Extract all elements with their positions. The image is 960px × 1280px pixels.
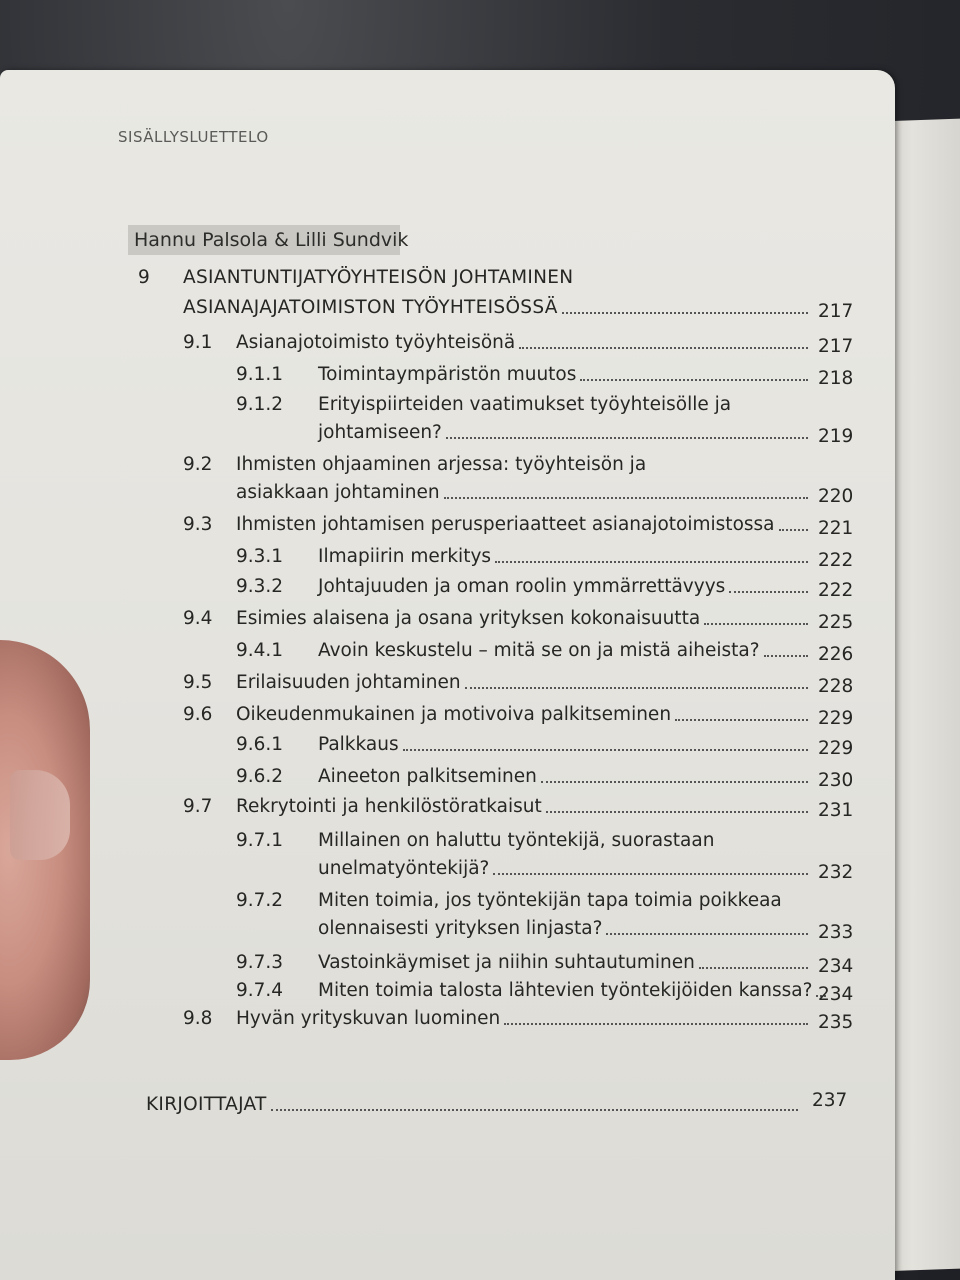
entry-page-number: 233	[818, 922, 854, 943]
entry-title	[318, 764, 812, 790]
entry-title-text: Erilaisuuden johtaminen	[236, 672, 461, 693]
thumb	[0, 640, 90, 1060]
chapter-author: Hannu Palsola & Lilli Sundvik	[128, 225, 400, 255]
dot-leader	[504, 1023, 808, 1025]
dot-leader	[562, 312, 808, 314]
entry-number: 9.3	[183, 514, 213, 535]
entry-number: 9.1.2	[236, 394, 284, 415]
entry-title-text: Miten toimia talosta lähtevien työntekijöiden kanssa?	[318, 980, 813, 1001]
entry-title	[236, 480, 812, 506]
entry-page-number: 226	[818, 644, 854, 665]
entry-page-number: 237	[812, 1090, 848, 1111]
entry-number: 9.7.4	[236, 980, 284, 1001]
entry-page-number: 228	[818, 676, 854, 697]
entry-title-text: Aineeton palkitseminen	[318, 766, 537, 787]
entry-title	[183, 295, 812, 321]
entry-title	[318, 544, 812, 570]
entry-title-text: Oikeudenmukainen ja motivoiva palkitseminen	[236, 704, 672, 725]
dot-leader	[465, 687, 808, 689]
dot-leader	[403, 749, 808, 751]
entry-title-text: ASIANTUNTIJATYÖYHTEISÖN JOHTAMINEN	[183, 267, 574, 288]
entry-page-number: 220	[818, 486, 854, 507]
entry-page-number: 232	[818, 862, 854, 883]
entry-title-text: johtamiseen?	[318, 422, 442, 443]
entry-page-number: 218	[818, 368, 854, 389]
entry-number: 9.3.2	[236, 576, 284, 597]
entry-number: 9.7.2	[236, 890, 284, 911]
entry-title	[236, 794, 812, 820]
entry-title-text: Toimintaympäristön muutos	[318, 364, 577, 385]
entry-title-text: Johtajuuden ja oman roolin ymmärrettävyys	[318, 576, 726, 597]
entry-title-text: Avoin keskustelu – mitä se on ja mistä aiheista?	[318, 640, 760, 661]
entry-title	[318, 916, 812, 942]
entry-title-text: Rekrytointi ja henkilöstöratkaisut	[236, 796, 542, 817]
entry-title	[236, 452, 646, 478]
entry-title	[318, 856, 812, 882]
entry-page-number: 230	[818, 770, 854, 791]
dot-leader	[495, 561, 808, 563]
entry-title-text: Ihmisten ohjaaminen arjessa: työyhteisön ja	[236, 454, 647, 475]
entry-title-text: Vastoinkäymiset ja niihin suhtautuminen	[318, 952, 695, 973]
entry-title-text: Ilmapiirin merkitys	[318, 546, 492, 567]
entry-page-number: 234	[818, 956, 854, 977]
entry-title-text: olennaisesti yrityksen linjasta?	[318, 918, 603, 939]
entry-title	[318, 732, 812, 758]
entry-title-text: Miten toimia, jos työntekijän tapa toimia poikkeaa	[318, 890, 782, 911]
entry-title	[318, 638, 812, 664]
thumbnail	[10, 770, 70, 860]
entry-number: 9	[138, 267, 150, 288]
entry-title-text: unelmatyöntekijä?	[318, 858, 490, 879]
entry-title-text: Palkkaus	[318, 734, 399, 755]
entry-title	[318, 420, 812, 446]
dot-leader	[519, 347, 808, 349]
entry-page-number: 234	[818, 984, 854, 1005]
entry-number: 9.2	[183, 454, 213, 475]
entry-number: 9.6.2	[236, 766, 284, 787]
entry-number: 9.6	[183, 704, 213, 725]
dot-leader	[675, 719, 808, 721]
entry-title-text: Hyvän yrityskuvan luominen	[236, 1008, 501, 1029]
dot-leader	[704, 623, 808, 625]
entry-title	[236, 702, 812, 728]
dot-leader	[580, 379, 808, 381]
entry-title-text: Esimies alaisena ja osana yrityksen kokonaisuutta	[236, 608, 701, 629]
entry-page-number: 217	[818, 301, 854, 322]
entry-title	[236, 606, 812, 632]
entry-title	[183, 265, 573, 291]
dot-leader	[764, 655, 808, 657]
entry-number: 9.8	[183, 1008, 213, 1029]
running-header: SISÄLLYSLUETTELO	[118, 128, 269, 146]
dot-leader	[606, 933, 808, 935]
entry-title-text: Ihmisten johtamisen perusperiaatteet asianajotoimistossa	[236, 514, 775, 535]
entry-title	[318, 888, 782, 914]
entry-title-text: Millainen on haluttu työntekijä, suorastaan	[318, 830, 715, 851]
dot-leader	[699, 967, 808, 969]
entry-title	[318, 978, 812, 1004]
entry-page-number: 222	[818, 580, 854, 601]
book-page	[0, 70, 895, 1280]
dot-leader	[271, 1109, 798, 1111]
entry-page-number: 221	[818, 518, 854, 539]
entry-title-text: ASIANAJAJATOIMISTON TYÖYHTEISÖSSÄ	[183, 297, 558, 318]
entry-page-number: 231	[818, 800, 854, 821]
entry-title	[318, 828, 714, 854]
dot-leader	[493, 873, 808, 875]
entry-title	[318, 362, 812, 388]
entry-number: 9.7	[183, 796, 213, 817]
entry-title	[236, 670, 812, 696]
entry-page-number: 219	[818, 426, 854, 447]
dot-leader	[546, 811, 808, 813]
entry-title	[236, 330, 812, 356]
entry-title-text: asiakkaan johtaminen	[236, 482, 440, 503]
entry-title	[318, 392, 731, 418]
entry-title	[236, 1006, 812, 1032]
entry-page-number: 217	[818, 336, 854, 357]
entry-number: 9.4	[183, 608, 213, 629]
entry-number: 9.7.1	[236, 830, 284, 851]
entry-number: 9.7.3	[236, 952, 284, 973]
dot-leader	[779, 529, 809, 531]
entry-number: 9.3.1	[236, 546, 284, 567]
entry-title	[318, 574, 812, 600]
entry-title-text: Asianajotoimisto työyhteisönä	[236, 332, 516, 353]
entry-title-text: Erityispiirteiden vaatimukset työyhteisölle ja	[318, 394, 732, 415]
entry-number: 9.6.1	[236, 734, 284, 755]
entry-number: 9.4.1	[236, 640, 284, 661]
entry-page-number: 229	[818, 738, 854, 759]
entry-title	[236, 512, 812, 538]
entry-title	[318, 950, 812, 976]
entry-title	[146, 1092, 802, 1118]
entry-number: 9.5	[183, 672, 213, 693]
dot-leader	[541, 781, 808, 783]
entry-page-number: 229	[818, 708, 854, 729]
entry-number: 9.1.1	[236, 364, 284, 385]
dot-leader	[446, 437, 808, 439]
entry-title-text: KIRJOITTAJAT	[146, 1094, 267, 1115]
dot-leader	[729, 591, 808, 593]
dot-leader	[444, 497, 808, 499]
entry-page-number: 222	[818, 550, 854, 571]
entry-page-number: 235	[818, 1012, 854, 1033]
entry-number: 9.1	[183, 332, 213, 353]
entry-page-number: 225	[818, 612, 854, 633]
